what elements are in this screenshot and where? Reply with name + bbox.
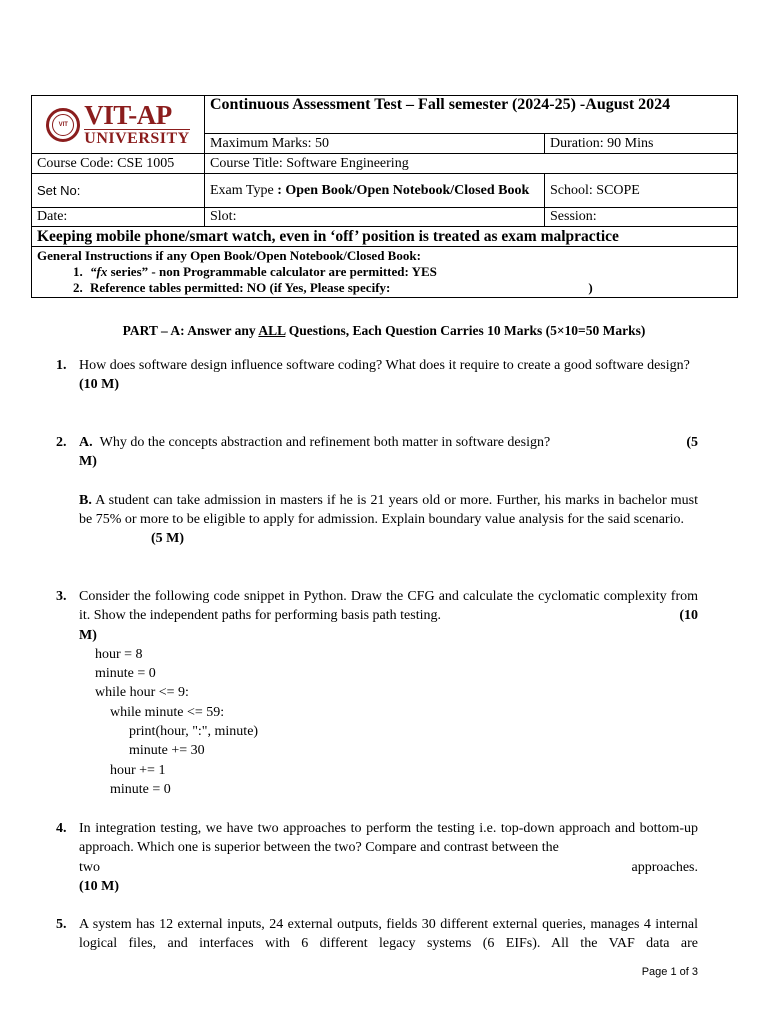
logo-main-text: VIT-AP [84, 100, 172, 130]
page-number: Page 1 of 3 [641, 966, 698, 978]
question-5-text: A system has 12 external inputs, 24 external outputs, fields 30 different external queries, manages 4 internal logical files, and interfaces with 6 different legacy systems (6 EIFs). All the VAF data are [79, 917, 698, 952]
set-no: Set No: [32, 174, 205, 208]
seal-icon: VIT [46, 108, 80, 142]
question-2a-marks: M) [79, 454, 97, 470]
course-code: Course Code: CSE 1005 [32, 154, 205, 174]
logo-cell [32, 96, 205, 154]
question-1: 1. How does software design influence software coding? What does it require to create a good software design? (10 M) [56, 356, 698, 395]
instruction-1: 1. “fx series” - non Programmable calculator are permitted: YES [86, 264, 732, 280]
question-2b-marks: (5 M) [151, 531, 185, 547]
question-1-text: How does software design influence software coding? What does it require to create a good software design? [79, 358, 690, 373]
part-a-heading: PART – A: Answer any ALL Questions, Each Question Carries 10 Marks (5×10=50 Marks) [122, 323, 646, 338]
logo-sub-text: UNIVERSITY [84, 130, 190, 147]
question-1-marks: (10 M) [79, 377, 120, 393]
instruction-2: 2. Reference tables permitted: NO (if Yes, Please specify: ) [86, 280, 732, 296]
duration: Duration: 90 Mins [545, 134, 738, 154]
exam-title: Continuous Assessment Test – Fall semester (2024-25) -August 2024 [205, 96, 738, 134]
question-2a: A. Why do the concepts abstraction and refinement both matter in software design? (5 [79, 435, 698, 450]
malpractice-warning: Keeping mobile phone/smart watch, even in ‘off’ position is treated as exam malpractice [32, 227, 738, 247]
question-3: 3. Consider the following code snippet in Python. Draw the CFG and calculate the cyclomatic complexity from it. Show the independent paths for performing basis path testing. (10 M) hour = 8 minute = 0 while hour <= 9: while minute <= 59: print(hour, ":", minute) minute += 30 hour += 1 minute = 0 [56, 587, 698, 799]
university-logo [32, 96, 204, 153]
max-marks: Maximum Marks: 50 [205, 134, 545, 154]
date: Date: [32, 208, 205, 227]
exam-type: Exam Type : Open Book/Open Notebook/Closed Book [205, 174, 545, 208]
code-snippet: hour = 8 minute = 0 while hour <= 9: while minute <= 59: print(hour, ":", minute) minute += 30 hour += 1 minute = 0 [95, 646, 259, 797]
session: Session: [545, 208, 738, 227]
question-2: 2. A. Why do the concepts abstraction and refinement both matter in software design? (5 M) B. A student can take admission in masters if he is 21 years old or more. Further, his marks in bachelor must be 75% or more to be eligible to apply for admission. Explain boundary value analysis for the said scenario. (5 M) [56, 433, 698, 548]
question-4: 4. In integration testing, we have two approaches to perform the testing i.e. top-down approach and bottom-up approach. Which one is superior between the two? Compare and contrast between the two approaches. (10 M) [56, 819, 698, 896]
question-4-marks: (10 M) [79, 878, 120, 894]
header-grid [31, 95, 738, 298]
school: School: SCOPE [545, 174, 738, 208]
question-2b: B. A student can take admission in masters if he is 21 years old or more. Further, his marks in bachelor must be 75% or more to be eligible to apply for admission. Explain boundary value analysis for the said scenario. [79, 492, 699, 527]
slot: Slot: [205, 208, 545, 227]
question-4-text: In integration testing, we have two approaches to perform the testing i.e. top-down approach and bottom-up approach. Which one is superior between the two? Compare and contrast between the [79, 821, 698, 856]
question-3-text: Consider the following code snippet in Python. Draw the CFG and calculate the cyclomatic complexity from it. Show the independent paths for performing basis path testing. [79, 589, 698, 624]
general-instructions [32, 247, 738, 298]
course-title: Course Title: Software Engineering [205, 154, 738, 174]
exam-type-value: : Open Book/Open Notebook/Closed Book [277, 183, 530, 198]
question-5: 5. A system has 12 external inputs, 24 external outputs, fields 30 different external queries, manages 4 internal logical files, and interfaces with 6 different legacy systems (6 EIFs). All the VAF data are [56, 915, 698, 954]
instructions-title: General Instructions if any Open Book/Open Notebook/Closed Book: [37, 248, 421, 263]
